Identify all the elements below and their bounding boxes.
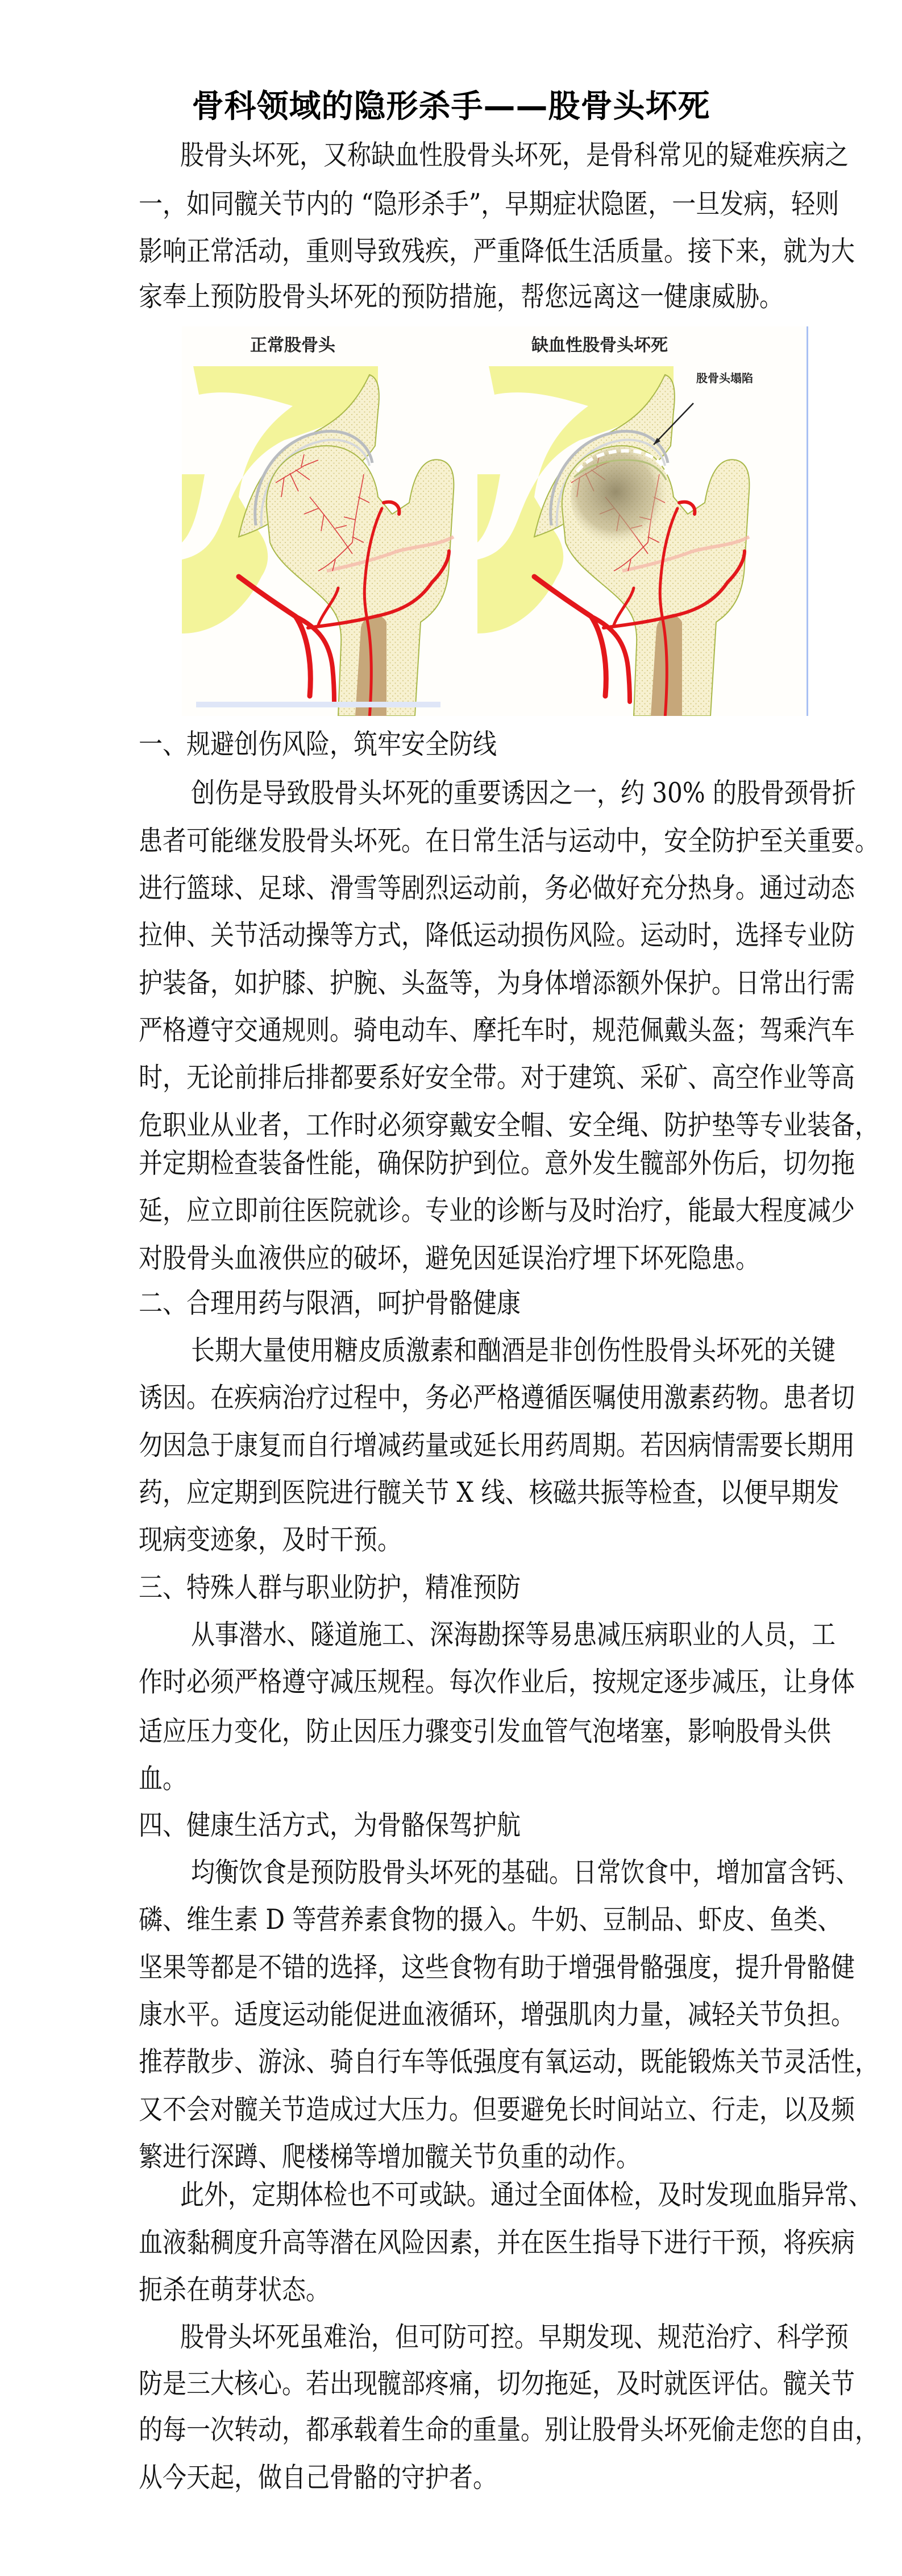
section-heading: 三、特殊人群与职业防护，精准预防 <box>139 1571 521 1604</box>
normal-femoral-head-label: 正常股骨头 <box>250 336 335 355</box>
body-line: 严格遵守交通规则。骑电动车、摩托车时，规范佩戴头盔；驾乘汽车 <box>139 1014 855 1046</box>
body-line: 坚果等都是不错的选择，这些食物有助于增强骨骼强度，提升骨骼健 <box>139 1951 855 1983</box>
intro-line: 一，如同髋关节内的 “隐形杀手”，早期症状隐匿，一旦发病，轻则 <box>139 188 839 220</box>
intro-line: 股骨头坏死，又称缺血性股骨头坏死，是骨科常见的疑难疾病之 <box>180 139 849 171</box>
body-line: 现病变迹象，及时干预。 <box>139 1523 402 1556</box>
necrosis-label: 缺血性股骨头坏死 <box>531 336 668 355</box>
body-line: 危职业从业者，工作时必须穿戴安全帽、安全绳、防护垫等专业装备， <box>139 1109 879 1141</box>
page-title: 骨科领域的隐形杀手——股骨头坏死 <box>192 88 710 125</box>
body-line: 防是三大核心。若出现髋部疼痛，切勿拖延，及时就医评估。髋关节 <box>139 2367 855 2400</box>
body-line: 拉伸、关节活动操等方式，降低运动损伤风险。运动时，选择专业防 <box>139 919 855 951</box>
body-line: 患者可能继发股骨头坏死。在日常生活与运动中，安全防护至关重要。 <box>139 825 879 857</box>
section-heading: 四、健康生活方式，为骨骼保驾护航 <box>139 1809 521 1841</box>
necrotic-femoral-head-diagram <box>477 366 749 716</box>
body-line: 药，应定期到医院进行髋关节 X 线、核磁共振等检查，以便早期发 <box>139 1476 839 1509</box>
section-heading: 二、合理用药与限酒，呵护骨骼健康 <box>139 1287 521 1319</box>
section-heading: 一、规避创伤风险，筑牢安全防线 <box>139 728 497 760</box>
body-line: 此外，定期体检也不可或缺。通过全面体检，及时发现血脂异常、 <box>180 2179 873 2211</box>
body-line: 时，无论前排后排都要系好安全带。对于建筑、采矿、高空作业等高 <box>139 1061 855 1094</box>
body-line: 均衡饮食是预防股骨头坏死的基础。日常饮食中，增加富含钙、 <box>191 1856 860 1888</box>
body-line: 进行篮球、足球、滑雪等剧烈运动前，务必做好充分热身。通过动态 <box>139 872 855 904</box>
intro-line: 家奉上预防股骨头坏死的预防措施，帮您远离这一健康威胁。 <box>139 280 784 313</box>
body-line: 作时必须严格遵守减压规程。每次作业后，按规定逐步减压，让身体 <box>139 1666 855 1698</box>
body-line: 又不会对髋关节造成过大压力。但要避免长时间站立、行走，以及频 <box>139 2093 855 2126</box>
normal-femoral-head-diagram <box>182 366 454 716</box>
body-line: 适应压力变化，防止因压力骤变引发血管气泡堵塞，影响股骨头供 <box>139 1715 832 1747</box>
body-line: 从事潜水、隧道施工、深海勘探等易患减压病职业的人员，工 <box>191 1618 836 1651</box>
body-line: 从今天起，做自己骨骼的守护者。 <box>139 2461 497 2494</box>
body-line: 延，应立即前往医院就诊。专业的诊断与及时治疗，能最大程度减少 <box>139 1194 855 1227</box>
body-line: 诱因。在疾病治疗过程中，务必严格遵循医嘱使用激素药物。患者切 <box>139 1381 855 1414</box>
collapse-callout-label: 股骨头塌陷 <box>696 371 753 385</box>
body-line: 股骨头坏死虽难治，但可防可控。早期发现、规范治疗、科学预 <box>180 2321 849 2353</box>
body-line: 创伤是导致股骨头坏死的重要诱因之一，约 30% 的股骨颈骨折 <box>191 777 857 809</box>
body-line: 繁进行深蹲、爬楼梯等增加髋关节负重的动作。 <box>139 2140 641 2173</box>
body-line: 勿因急于康复而自行增减药量或延长用药周期。若因病情需要长期用 <box>139 1429 855 1461</box>
body-line: 推荐散步、游泳、骑自行车等低强度有氧运动，既能锻炼关节灵活性， <box>139 2045 879 2078</box>
body-line: 康水平。适度运动能促进血液循环，增强肌肉力量，减轻关节负担。 <box>139 1998 855 2031</box>
body-line: 并定期检查装备性能，确保防护到位。意外发生髋部外伤后，切勿拖 <box>139 1147 855 1179</box>
body-line: 长期大量使用糖皮质激素和酗酒是非创伤性股骨头坏死的关键 <box>191 1334 836 1366</box>
femoral-head-comparison-figure <box>182 326 808 716</box>
body-line: 的每一次转动，都承载着生命的重量。别让股骨头坏死偷走您的自由， <box>139 2413 879 2446</box>
intro-line: 影响正常活动，重则导致残疾，严重降低生活质量。接下来，就为大 <box>139 235 855 267</box>
body-line: 扼杀在萌芽状态。 <box>139 2273 330 2306</box>
body-line: 血液黏稠度升高等潜在风险因素，并在医生指导下进行干预，将疾病 <box>139 2226 855 2259</box>
body-line: 对股骨头血液供应的破坏，避免因延误治疗埋下坏死隐患。 <box>139 1242 760 1274</box>
body-line: 磷、维生素 D 等营养素食物的摄入。牛奶、豆制品、虾皮、鱼类、 <box>139 1903 842 1936</box>
body-line: 血。 <box>139 1762 187 1795</box>
body-line: 护装备，如护膝、护腕、头盔等，为身体增添额外保护。日常出行需 <box>139 967 855 999</box>
